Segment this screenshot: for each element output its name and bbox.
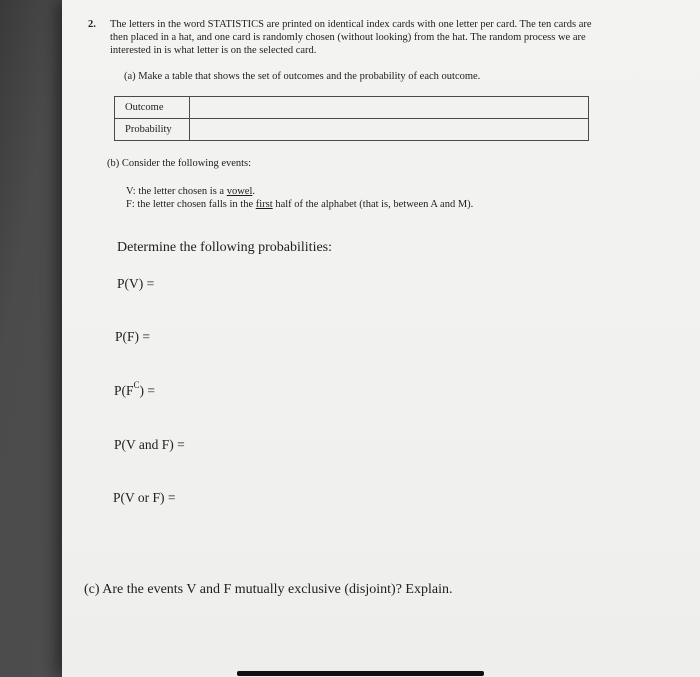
prob-v-or-f: P(V or F) =	[113, 490, 176, 505]
part-b-prompt: (b) Consider the following events:	[107, 158, 252, 169]
event-v-definition	[126, 185, 255, 198]
event-f-prefix: F: the letter chosen falls in the	[126, 199, 256, 210]
event-v-prefix: V: the letter chosen is a	[126, 186, 227, 197]
home-indicator-bar	[237, 671, 484, 676]
intro-line-1: The letters in the word STATISTICS are printed on identical index cards with one letter per card. The ten cards are	[110, 19, 592, 30]
event-v-underlined: vowel	[226, 186, 253, 197]
prob-v: P(V) =	[117, 276, 155, 291]
table-row	[115, 119, 589, 141]
prob-fc-pre: P(F	[114, 383, 134, 398]
table-row	[115, 97, 589, 119]
outcome-entry-cell[interactable]	[190, 97, 589, 119]
event-f-underlined: first	[255, 199, 273, 210]
event-f-definition	[126, 198, 473, 211]
intro-line-3: interested in is what letter is on the selected card.	[110, 45, 317, 56]
prob-fc-post: ) =	[139, 383, 156, 398]
prob-f-complement	[114, 380, 156, 399]
outcome-label-cell: Outcome	[115, 97, 190, 119]
probability-label-cell: Probability	[115, 119, 190, 141]
probability-entry-cell[interactable]	[190, 119, 589, 141]
event-v-suffix: .	[252, 186, 255, 197]
part-c-prompt: (c) Are the events V and F mutually exclusive (disjoint)? Explain.	[84, 582, 453, 597]
event-f-suffix: half of the alphabet (that is, between A and M).	[272, 199, 474, 210]
intro-line-2: then placed in a hat, and one card is randomly chosen (without looking) from the hat. The random process we are	[110, 32, 586, 43]
question-number: 2.	[88, 19, 96, 30]
prob-v-and-f: P(V and F) =	[114, 437, 185, 452]
part-a-prompt: (a) Make a table that shows the set of outcomes and the probability of each outcome.	[124, 71, 481, 82]
determine-heading: Determine the following probabilities:	[117, 240, 333, 255]
outcome-table	[114, 96, 589, 141]
prob-f: P(F) =	[115, 329, 150, 344]
prob-fc-superscript: C	[133, 380, 140, 390]
